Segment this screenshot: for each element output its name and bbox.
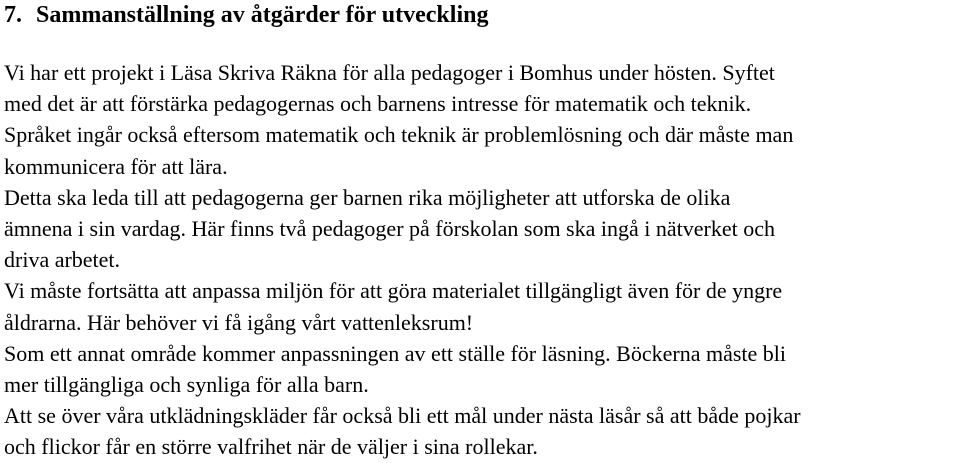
body-text	[4, 57, 801, 463]
text-line: med det är att förstärka pedagogernas och barnens intresse för matematik och teknik.	[4, 91, 752, 117]
text-line: Vi måste fortsätta att anpassa miljön för att göra materialet tillgängligt även för de yngre	[4, 278, 783, 304]
text-line: Detta ska leda till att pedagogerna ger barnen rika möjligheter att utforska de olika	[4, 184, 731, 210]
section-heading	[4, 0, 488, 30]
text-line: Språket ingår också eftersom matematik och teknik är problemlösning och där måste man	[4, 122, 794, 148]
text-line: Att se över våra utklädningskläder får också bli ett mål under nästa läsår så att både pojkar	[4, 403, 801, 429]
text-line: Vi har ett projekt i Läsa Skriva Räkna för alla pedagoger i Bomhus under hösten. Syftet	[4, 60, 775, 85]
text-line: åldrarna. Här behöver vi få igång vårt vattenleksrum!	[4, 309, 474, 335]
section-title: Sammanställning av åtgärder för utveckling	[36, 2, 489, 28]
text-line: och flickor får en större valfrihet när de väljer i sina rollekar.	[4, 434, 538, 460]
text-line: kommunicera för att lära.	[4, 153, 228, 179]
text-line: mer tillgängliga och synliga för alla barn.	[4, 372, 369, 398]
text-line: driva arbetet.	[4, 247, 121, 273]
text-line: Som ett annat område kommer anpassningen av ett ställe för läsning. Böckerna måste bli	[4, 340, 787, 366]
text-line: ämnena i sin vardag. Här finns två pedagoger på förskolan som ska ingå i nätverket och	[4, 216, 775, 242]
section-number: 7.	[4, 2, 22, 28]
